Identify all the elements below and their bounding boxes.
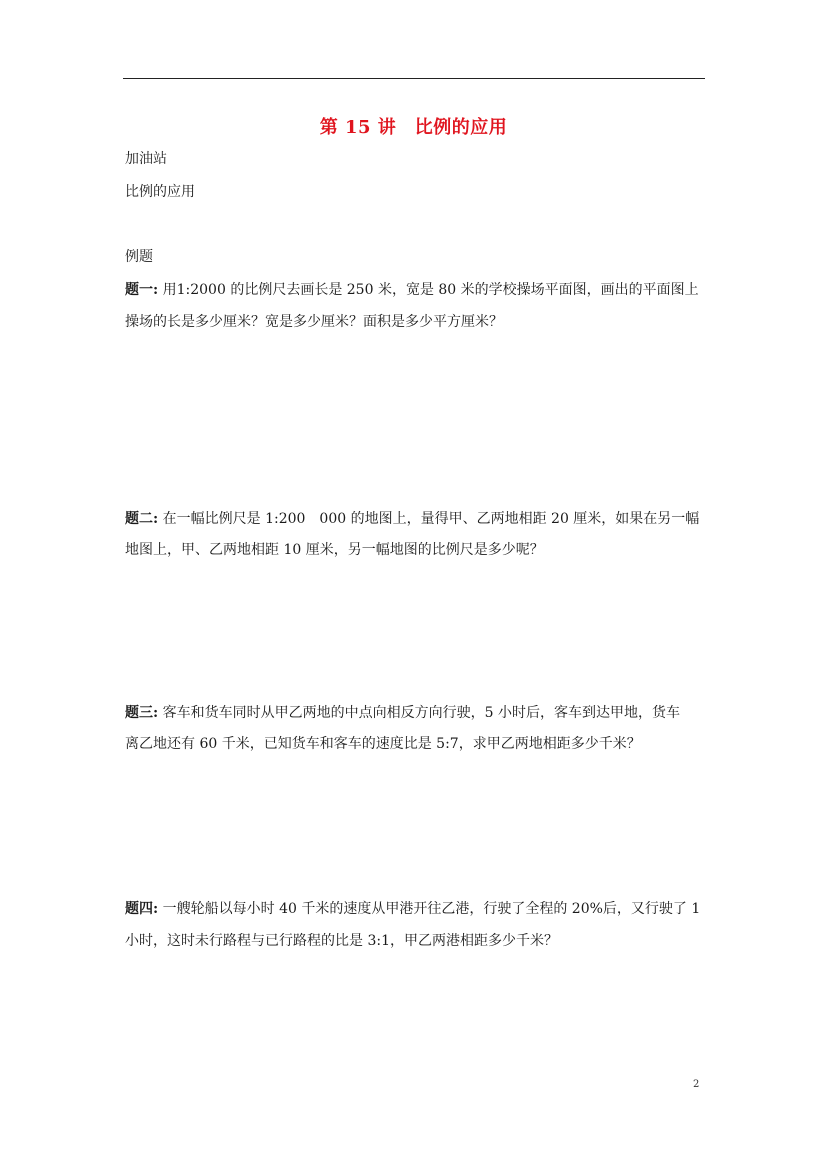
question-4-line-2: 小时，这时未行路程与已行路程的比是 3:1，甲乙两港相距多少千米？ — [125, 933, 558, 949]
question-4-text: 一艘轮船以每小时 40 千米的速度从甲港开往乙港，行驶了全程的 20%后，又行驶了 1 — [158, 901, 701, 917]
section-topic: 比例的应用 — [125, 184, 195, 200]
page-title: 第 15 讲 比例的应用 — [319, 117, 508, 138]
question-4-line-1 — [125, 901, 700, 917]
section-label: 加油站 — [125, 151, 167, 167]
page-number: 2 — [693, 1079, 700, 1090]
header-rule — [123, 78, 705, 79]
question-3-text: 客车和货车同时从甲乙两地的中点向相反方向行驶，5 小时后，客车到达甲地，货车 — [158, 705, 680, 721]
question-1-text: 用1:2000 的比例尺去画长是 250 米，宽是 80 米的学校操场平面图，画出的平面图上 — [158, 282, 699, 298]
question-3-line-1 — [125, 705, 680, 721]
question-3-line-2: 离乙地还有 60 千米，已知货车和客车的速度比是 5:7，求甲乙两地相距多少千米？ — [125, 736, 641, 752]
question-2-text: 在一幅比例尺是 1:200 000 的地图上，量得甲、乙两地相距 20 厘米，如果在另一幅 — [158, 511, 700, 527]
question-4-label: 题四: — [125, 901, 159, 917]
question-2-label: 题二: — [125, 511, 159, 527]
question-2-line-2: 地图上，甲、乙两地相距 10 厘米，另一幅地图的比例尺是多少呢？ — [125, 542, 544, 558]
question-2-line-1 — [125, 511, 699, 527]
examples-label: 例题 — [125, 249, 153, 265]
question-1-line-1 — [125, 282, 699, 298]
question-3-label: 题三: — [125, 705, 159, 721]
question-1-label: 题一: — [125, 282, 159, 298]
question-1-line-2: 操场的长是多少厘米？宽是多少厘米？面积是多少平方厘米？ — [125, 314, 503, 330]
